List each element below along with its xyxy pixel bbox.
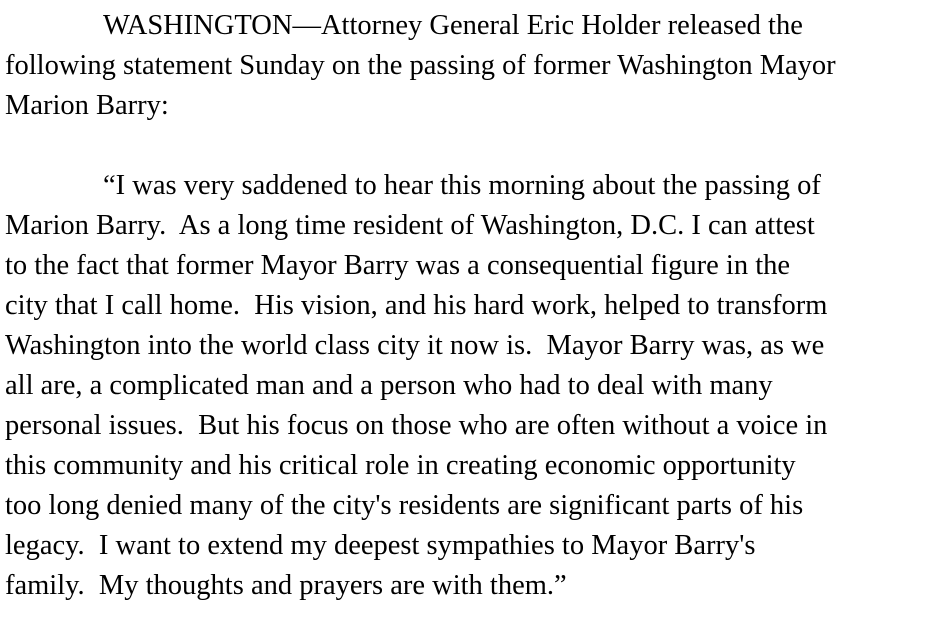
paragraph-spacer <box>5 126 945 166</box>
intro-line: WASHINGTON—Attorney General Eric Holder released the <box>103 10 803 41</box>
quote-line: Marion Barry. As a long time resident of Washington, D.C. I can attest <box>5 210 815 241</box>
intro-line: following statement Sunday on the passing of former Washington Mayor <box>5 50 836 81</box>
quote-line: personal issues. But his focus on those who are often without a voice in <box>5 410 828 441</box>
quote-line: city that I call home. His vision, and his hard work, helped to transform <box>5 290 828 321</box>
statement-document <box>5 6 945 606</box>
quote-line: “I was very saddened to hear this morning about the passing of <box>103 170 821 201</box>
quote-line: this community and his critical role in creating economic opportunity <box>5 450 796 481</box>
quote-line: Washington into the world class city it now is. Mayor Barry was, as we <box>5 330 825 361</box>
quote-line: to the fact that former Mayor Barry was a consequential figure in the <box>5 250 791 281</box>
intro-paragraph <box>5 6 945 126</box>
quote-paragraph <box>5 166 945 606</box>
intro-line: Marion Barry: <box>5 90 169 121</box>
quote-line: too long denied many of the city's residents are significant parts of his <box>5 490 804 521</box>
quote-line: family. My thoughts and prayers are with them.” <box>5 570 567 601</box>
quote-line: all are, a complicated man and a person who had to deal with many <box>5 370 773 401</box>
quote-line: legacy. I want to extend my deepest sympathies to Mayor Barry's <box>5 530 756 561</box>
